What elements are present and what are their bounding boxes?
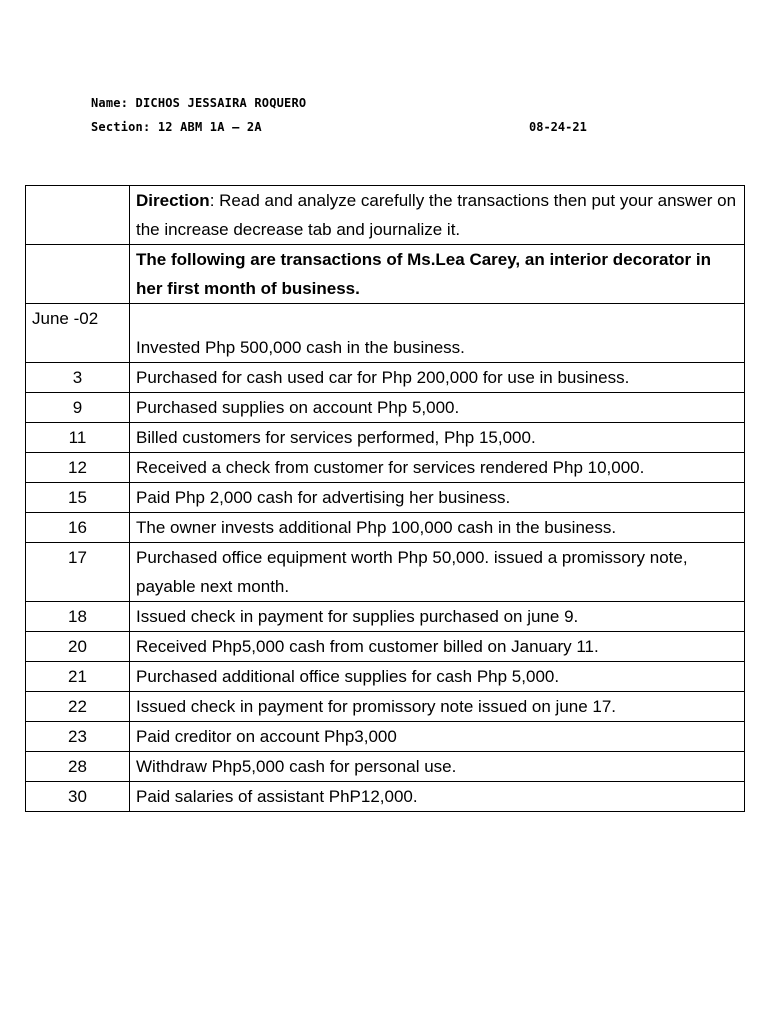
direction-row xyxy=(26,186,745,245)
transaction-text: Issued check in payment for supplies purchased on june 9. xyxy=(130,602,745,632)
direction-date-cell xyxy=(26,186,130,245)
transaction-date: 20 xyxy=(26,632,130,662)
table-row xyxy=(26,752,745,782)
table-row xyxy=(26,692,745,722)
table-row xyxy=(26,662,745,692)
transaction-date: 3 xyxy=(26,363,130,393)
heading-date-cell xyxy=(26,245,130,304)
table-row xyxy=(26,393,745,423)
transaction-date: 11 xyxy=(26,423,130,453)
table-row xyxy=(26,304,745,363)
transaction-text: Purchased for cash used car for Php 200,000 for use in business. xyxy=(130,363,745,393)
transactions-table xyxy=(25,185,745,812)
transaction-date: 9 xyxy=(26,393,130,423)
transaction-text: Invested Php 500,000 cash in the business. xyxy=(130,304,745,363)
transaction-date: 12 xyxy=(26,453,130,483)
student-name: Name: DICHOS JESSAIRA ROQUERO xyxy=(91,96,307,110)
transaction-date: 28 xyxy=(26,752,130,782)
transaction-date: 23 xyxy=(26,722,130,752)
transaction-date: 30 xyxy=(26,782,130,812)
transaction-date: June -02 xyxy=(26,304,130,363)
table-row xyxy=(26,722,745,752)
transaction-text: Paid Php 2,000 cash for advertising her business. xyxy=(130,483,745,513)
table-row xyxy=(26,363,745,393)
transaction-date: 18 xyxy=(26,602,130,632)
direction-text xyxy=(130,186,745,245)
transaction-text: Purchased office equipment worth Php 50,000. issued a promissory note, payable next month. xyxy=(130,543,745,602)
transaction-date: 15 xyxy=(26,483,130,513)
transaction-date: 16 xyxy=(26,513,130,543)
student-section: Section: 12 ABM 1A – 2A xyxy=(91,120,262,134)
transaction-text: Paid creditor on account Php3,000 xyxy=(130,722,745,752)
document-date: 08-24-21 xyxy=(529,120,587,134)
transaction-text: Received Php5,000 cash from customer billed on January 11. xyxy=(130,632,745,662)
table-row xyxy=(26,602,745,632)
table-row xyxy=(26,423,745,453)
transaction-date: 21 xyxy=(26,662,130,692)
table-row xyxy=(26,483,745,513)
transaction-text: Purchased supplies on account Php 5,000. xyxy=(130,393,745,423)
transactions-heading: The following are transactions of Ms.Lea Carey, an interior decorator in her first month of business. xyxy=(130,245,745,304)
table-row xyxy=(26,543,745,602)
transaction-text: Withdraw Php5,000 cash for personal use. xyxy=(130,752,745,782)
transaction-text: Billed customers for services performed, Php 15,000. xyxy=(130,423,745,453)
direction-body: : Read and analyze carefully the transactions then put your answer on the increase decrease tab and journalize it. xyxy=(136,191,737,239)
transaction-date: 17 xyxy=(26,543,130,602)
transaction-text: Purchased additional office supplies for cash Php 5,000. xyxy=(130,662,745,692)
transaction-text: Paid salaries of assistant PhP12,000. xyxy=(130,782,745,812)
table-row xyxy=(26,513,745,543)
transaction-text: Issued check in payment for promissory note issued on june 17. xyxy=(130,692,745,722)
transaction-date: 22 xyxy=(26,692,130,722)
transaction-text: Received a check from customer for services rendered Php 10,000. xyxy=(130,453,745,483)
transaction-text: The owner invests additional Php 100,000 cash in the business. xyxy=(130,513,745,543)
table-row xyxy=(26,453,745,483)
table-row xyxy=(26,632,745,662)
direction-label: Direction xyxy=(136,191,210,210)
table-row xyxy=(26,782,745,812)
heading-row xyxy=(26,245,745,304)
